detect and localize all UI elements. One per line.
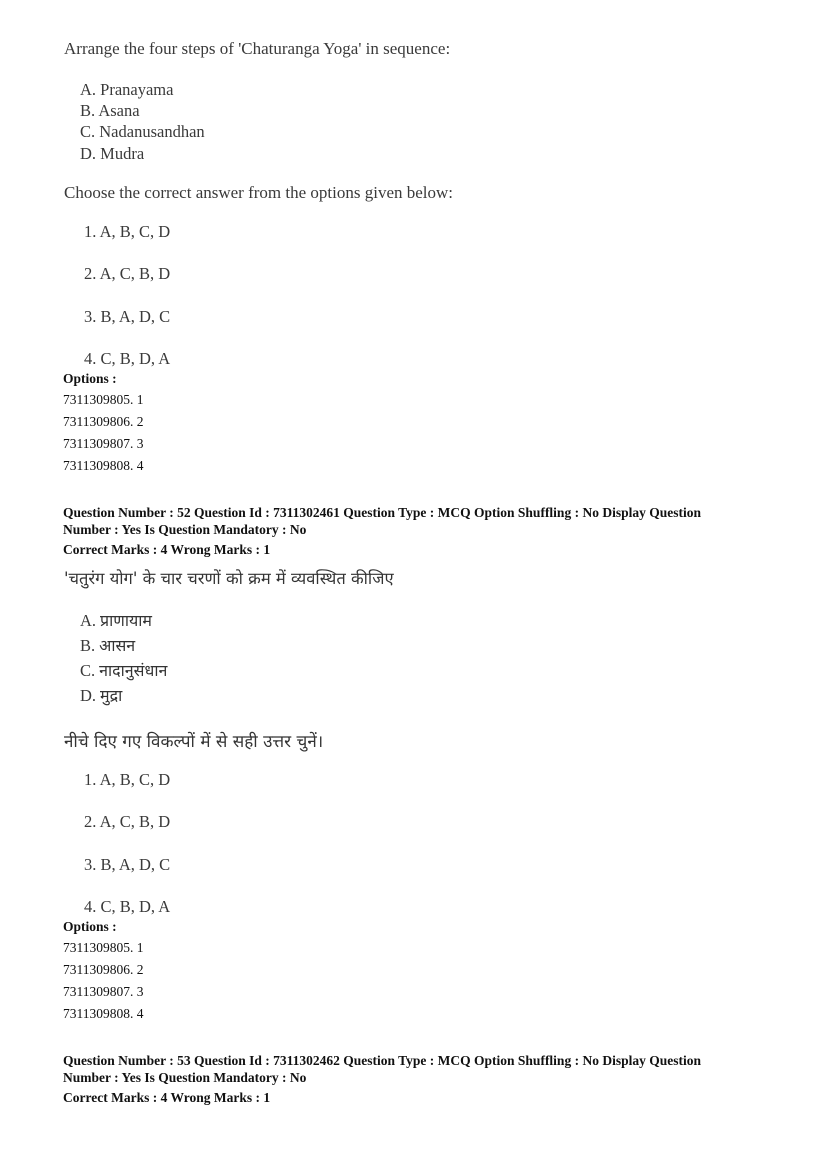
q53-header-line2: Number : Yes Is Question Mandatory : No: [63, 1070, 307, 1085]
q52-options-label: Options :: [63, 919, 117, 934]
q52-item-a: [80, 609, 152, 631]
q52-header-line2: Number : Yes Is Question Mandatory : No: [63, 522, 307, 537]
q51-instruction: Choose the correct answer from the options given below:: [64, 183, 454, 202]
q52-item-b-letter: B.: [80, 636, 96, 655]
q52-item-b: [80, 634, 135, 656]
q52-choice-1: 1. A, B, C, D: [84, 770, 171, 789]
q52-item-a-text: प्राणायाम: [100, 611, 152, 630]
q51-choice-4: 4. C, B, D, A: [84, 349, 171, 368]
q52-item-d: [80, 684, 122, 706]
q51-option-id-4: 7311309808. 4: [63, 458, 144, 473]
q51-item-a: A. Pranayama: [80, 80, 174, 99]
q52-option-id-2: 7311309806. 2: [63, 962, 144, 977]
q52-item-c: [80, 659, 167, 681]
q52-marks: Correct Marks : 4 Wrong Marks : 1: [63, 542, 271, 557]
q51-item-c: C. Nadanusandhan: [80, 122, 205, 141]
q52-choice-4: 4. C, B, D, A: [84, 897, 171, 916]
q52-header-line1: Question Number : 52 Question Id : 7311302461 Question Type : MCQ Option Shuffling : No Display Question: [63, 505, 701, 520]
q52-item-a-letter: A.: [80, 611, 97, 630]
q51-options-label: Options :: [63, 371, 117, 386]
q52-choice-2: 2. A, C, B, D: [84, 812, 171, 831]
q51-item-b: B. Asana: [80, 101, 140, 120]
q52-option-id-3: 7311309807. 3: [63, 984, 144, 999]
q52-option-id-4: 7311309808. 4: [63, 1006, 144, 1021]
q51-question: Arrange the four steps of 'Chaturanga Yoga' in sequence:: [64, 39, 451, 58]
q51-option-id-2: 7311309806. 2: [63, 414, 144, 429]
q51-choice-2: 2. A, C, B, D: [84, 264, 171, 283]
q53-marks: Correct Marks : 4 Wrong Marks : 1: [63, 1090, 271, 1105]
q52-option-id-1: 7311309805. 1: [63, 940, 144, 955]
q51-item-d: D. Mudra: [80, 144, 145, 163]
q51-choice-3: 3. B, A, D, C: [84, 307, 171, 326]
q52-item-d-text: मुद्रा: [100, 686, 123, 705]
q52-question: 'चतुरंग योग' के चार चरणों को क्रम में व्यवस्थित कीजिए: [64, 569, 394, 588]
q51-option-id-1: 7311309805. 1: [63, 392, 144, 407]
q52-item-d-letter: D.: [80, 686, 97, 705]
q52-item-b-text: आसन: [99, 636, 136, 655]
q51-choice-1: 1. A, B, C, D: [84, 222, 171, 241]
q52-choice-3: 3. B, A, D, C: [84, 855, 171, 874]
q52-item-c-letter: C.: [80, 661, 96, 680]
q52-item-c-text: नादानुसंधान: [99, 661, 168, 680]
q53-header-line1: Question Number : 53 Question Id : 7311302462 Question Type : MCQ Option Shuffling : No Display Question: [63, 1053, 701, 1068]
q52-instruction: नीचे दिए गए विकल्पों में से सही उत्तर चुनें।: [64, 732, 324, 752]
q51-option-id-3: 7311309807. 3: [63, 436, 144, 451]
